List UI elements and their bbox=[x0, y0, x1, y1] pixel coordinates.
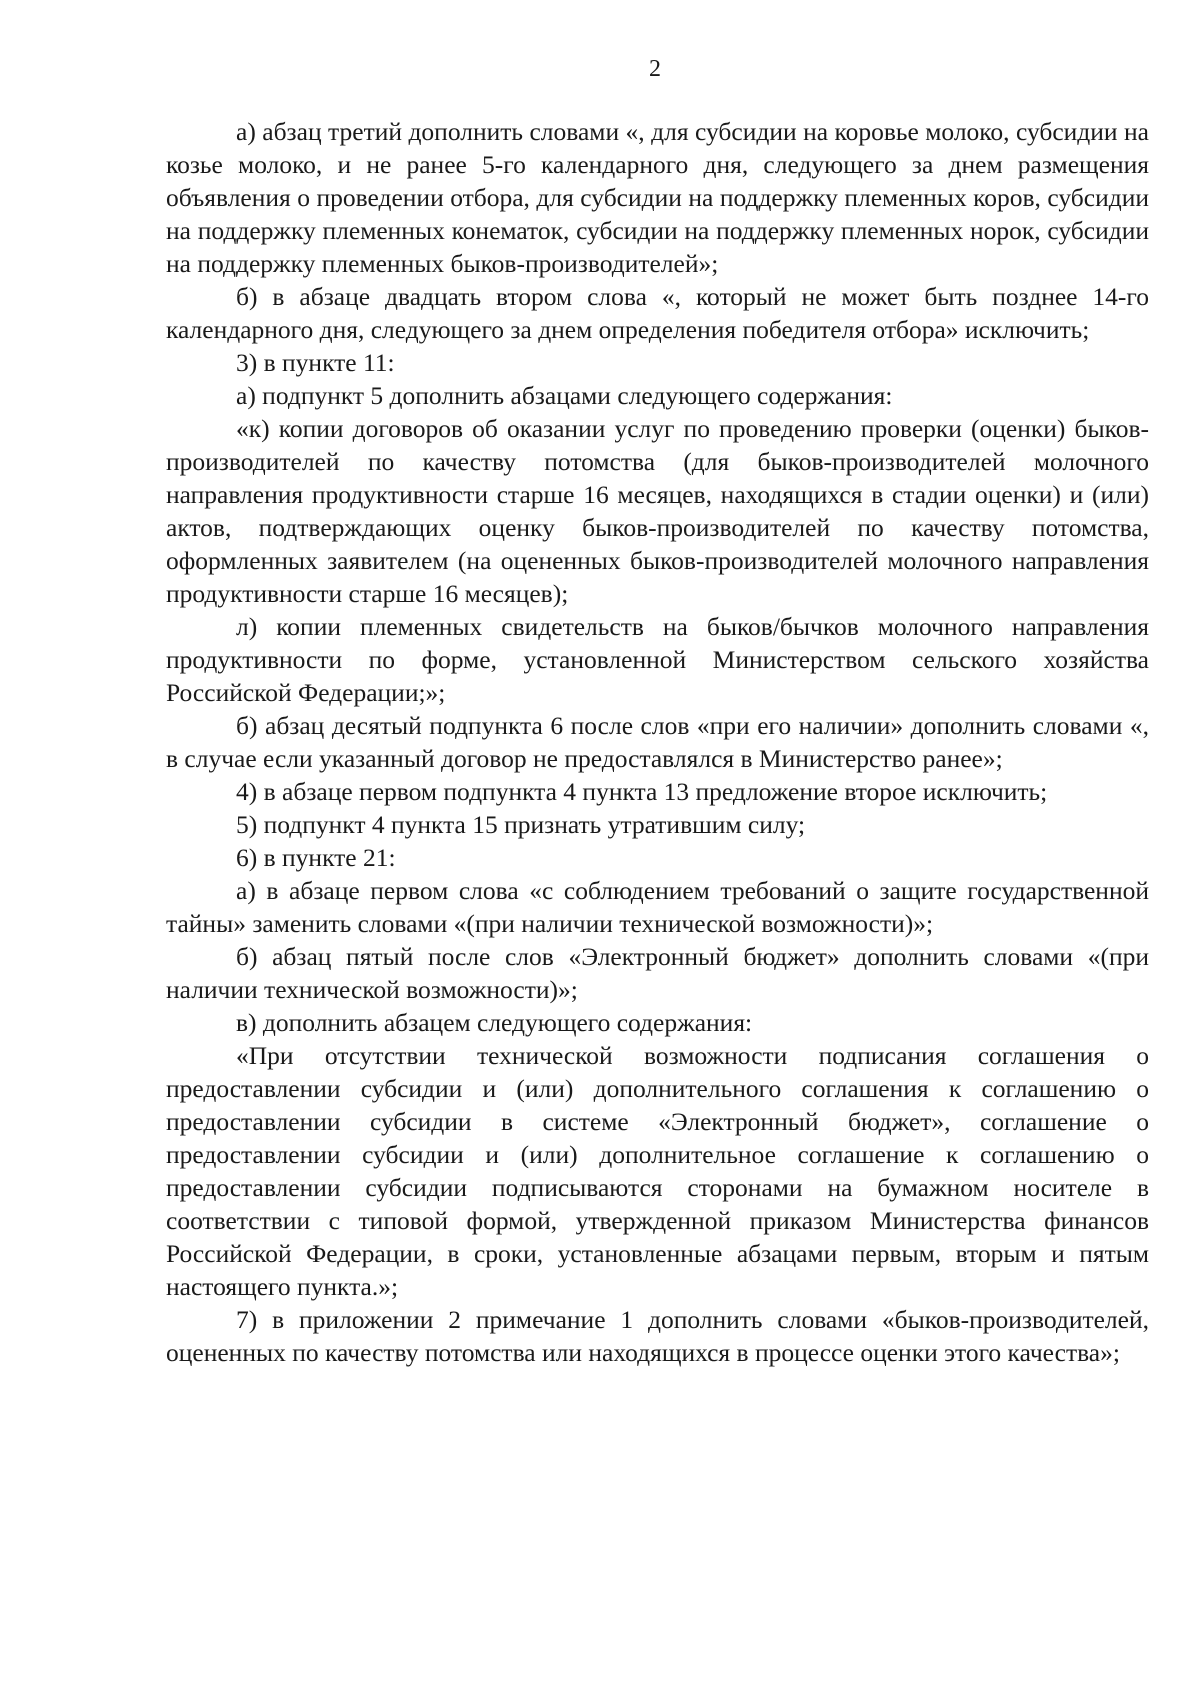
paragraph-15: 7) в приложении 2 примечание 1 дополнить словами «быков-производителей, оцененных по качеству потомства или находящихся в процессе оценки этого качества»; bbox=[166, 1305, 1149, 1367]
paragraph-3: 3) в пункте 11: bbox=[236, 348, 395, 377]
paragraph-7: б) абзац десятый подпункта 6 после слов «при его наличии» дополнить словами «, в случае если указанный договор не предоставлялся в Министерство ранее»; bbox=[166, 711, 1149, 773]
paragraph-12: б) абзац пятый после слов «Электронный бюджет» дополнить словами «(при наличии технической возможности)»; bbox=[166, 942, 1149, 1004]
paragraph-2: б) в абзаце двадцать втором слова «, который не может быть позднее 14-го календарного дня, следующего за днем определения победителя отбора» исключить; bbox=[166, 282, 1149, 344]
page-number: 2 bbox=[649, 56, 661, 82]
paragraph-13: в) дополнить абзацем следующего содержания: bbox=[236, 1008, 753, 1037]
paragraph-1: а) абзац третий дополнить словами «, для субсидии на коровье молоко, субсидии на козье молоко, и не ранее 5-го календарного дня, следующего за днем размещения объявления о проведении отбора, для субсидии на поддержку племенных коров, субсидии на поддержку племенных конематок, субсидии на поддержку племенных норок, субсидии на поддержку племенных быков-производителей»; bbox=[166, 117, 1149, 278]
paragraph-11: а) в абзаце первом слова «с соблюдением требований о защите государственной тайны» заменить словами «(при наличии технической возможности)»; bbox=[166, 876, 1149, 938]
paragraph-5: «к) копии договоров об оказании услуг по проведению проверки (оценки) быков-производителей по качеству потомства (для быков-производителей молочного направления продуктивности старше 16 месяцев, находящихся в стадии оценки) и (или) актов, подтверждающих оценку быков-производителей по качеству потомства, оформленных заявителем (на оцененных быков-производителей молочного направления продуктивности старше 16 месяцев); bbox=[166, 414, 1149, 608]
paragraph-6: л) копии племенных свидетельств на быков/бычков молочного направления продуктивности по форме, установленной Министерством сельского хозяйства Российской Федерации;»; bbox=[166, 612, 1149, 707]
paragraph-4: а) подпункт 5 дополнить абзацами следующего содержания: bbox=[236, 381, 893, 410]
paragraph-14: «При отсутствии технической возможности подписания соглашения о предоставлении субсидии и (или) дополнительного соглашения к соглашению о предоставлении субсидии в системе «Электронный бюджет», соглашение о предоставлении субсидии и (или) дополнительное соглашение к соглашению о предоставлении субсидии подписываются сторонами на бумажном носителе в соответствии с типовой формой, утвержденной приказом Министерства финансов Российской Федерации, в сроки, установленные абзацами первым, вторым и пятым настоящего пункта.»; bbox=[166, 1041, 1149, 1301]
paragraph-9: 5) подпункт 4 пункта 15 признать утратившим силу; bbox=[236, 810, 806, 839]
paragraph-10: 6) в пункте 21: bbox=[236, 843, 396, 872]
paragraph-8: 4) в абзаце первом подпункта 4 пункта 13 предложение второе исключить; bbox=[236, 777, 1048, 806]
document-body bbox=[166, 115, 1149, 1369]
